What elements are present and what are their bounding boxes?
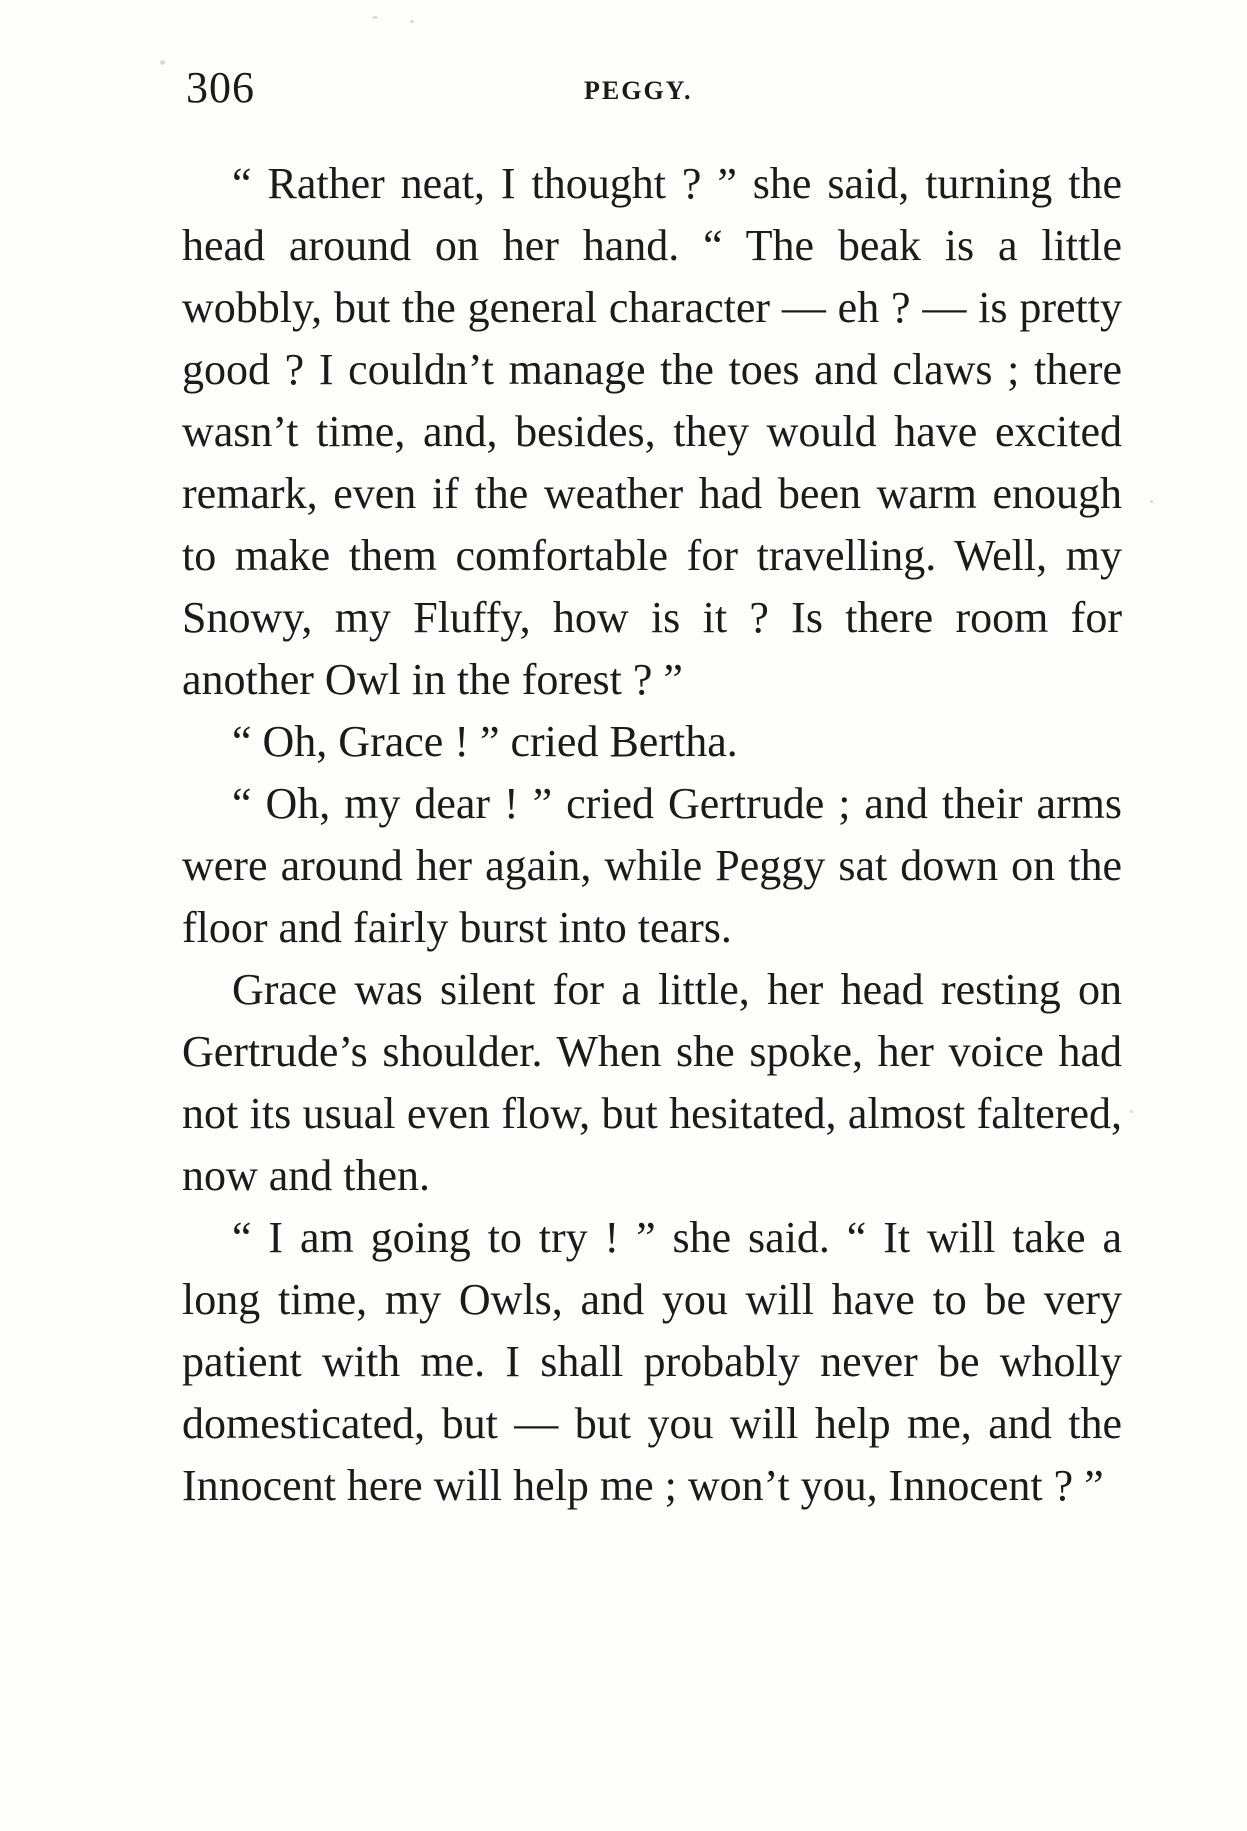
page-number: 306 — [186, 63, 255, 112]
paragraph: Grace was silent for a little, her head resting on Gertrude’s shoulder. When she spoke, her voice had not its usual even flow, but hesitated, almost faltered, now and then. — [182, 965, 1122, 1200]
paragraph: “ Oh, Grace ! ” cried Bertha. — [232, 717, 738, 766]
body-text — [182, 153, 1122, 1517]
paper-speck — [1130, 1110, 1133, 1113]
paragraph: “ I am going to try ! ” she said. “ It will take a long time, my Owls, and you will have to be very patient with me. I shall probably never be wholly domesticated, but — but you will help me, and the Innocent here will help me ; won’t you, Innocent ? ” — [182, 1213, 1122, 1510]
paper-speck — [160, 60, 165, 65]
paper-speck — [1150, 500, 1153, 503]
paragraph: “ Oh, my dear ! ” cried Gertrude ; and their arms were around her again, while Peggy sat down on the floor and fairly burst into tears. — [182, 779, 1122, 952]
page-header — [186, 62, 1121, 122]
paragraph: “ Rather neat, I thought ? ” she said, turning the head around on her hand. “ The beak is a little wobbly, but the general character — eh ? — is pretty good ? I couldn’t manage the toes and claws ; there wasn’t time, and, besides, they would have excited remark, even if the weather had been warm enough to make them comfortable for travelling. Well, my Snowy, my Fluffy, how is it ? Is there room for another Owl in the forest ? ” — [182, 159, 1122, 704]
running-head: PEGGY. — [584, 76, 693, 105]
paper-speck — [410, 20, 414, 23]
paper-speck — [372, 16, 378, 19]
